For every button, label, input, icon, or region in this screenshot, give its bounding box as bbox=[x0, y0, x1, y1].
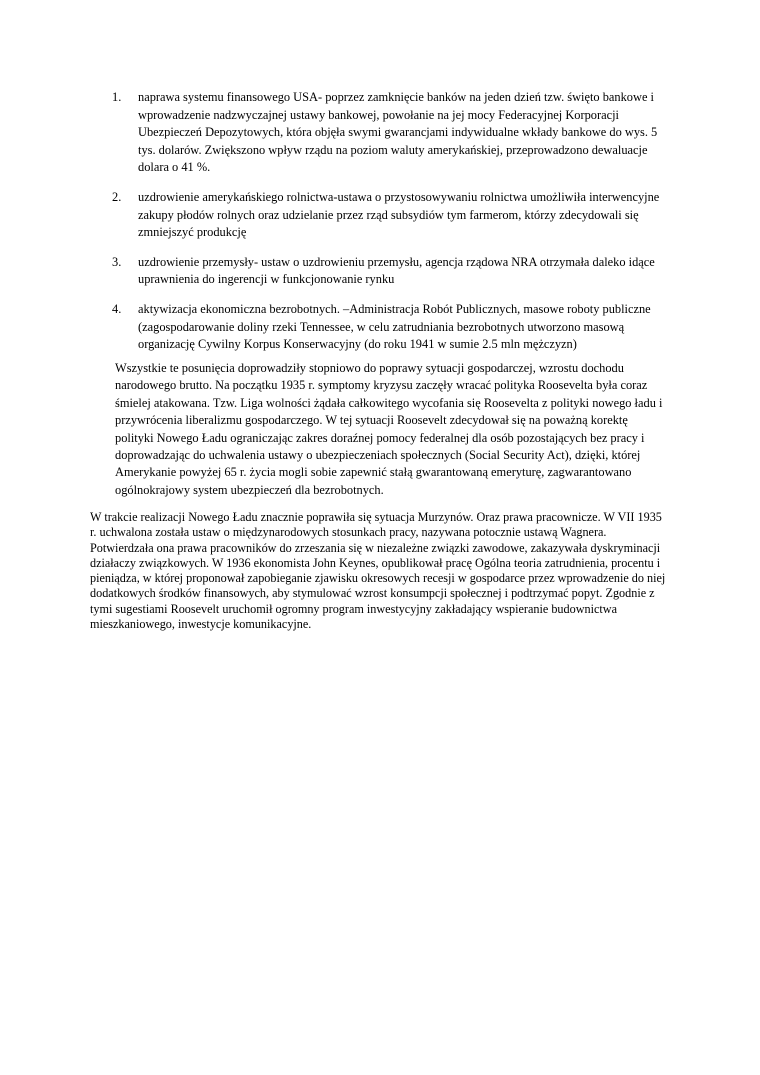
list-item bbox=[112, 89, 672, 177]
list-item bbox=[112, 301, 672, 354]
list-item-text: naprawa systemu finansowego USA- poprzez zamknięcie banków na jeden dzień tzw. święto bankowe i wprowadzenie nadzwyczajnej ustawy bankowej, powołanie na jej mocy Federacyjnej Korporacji Ubezpieczeń Depozytowych, która objęła swymi gwarancjami indywidualne wkłady bankowe do wys. 5 tys. dolarów. Zwiększono wpływ rządu na poziom waluty amerykańskiej, przeprowadzono dewaluacje dolara o 41 %. bbox=[138, 90, 658, 175]
summary-paragraph: Wszystkie te posunięcia doprowadziły stopniowo do poprawy sytuacji gospodarczej, wzrostu dochodu narodowego brutto. Na początku 1935 r. symptomy kryzysu zaczęły wracać polityka Roosevelta była coraz śmielej atakowana. Tzw. Liga wolności żądała całkowitego wycofania się Roosevelta z polityki nowego ładu i przywrócenia liberalizmu gospodarczego. W tej sytuacji Roosevelt zdecydował się na poważną korektę polityki Nowego Ładu ograniczając zakres doraźnej pomocy federalnej dla osób pozostających bez pracy i doprowadzając do uchwalenia ustawy o ubezpieczeniach społecznych (Social Security Act), dzięki, której Amerykanie powyżej 65 r. życia mogli sobie zapewnić stałą gwarantowaną emeryturę, zagwarantowano ogólnokrajowy system ubezpieczeń dla bezrobotnych. bbox=[115, 361, 663, 497]
list-item-text: uzdrowienie amerykańskiego rolnictwa-ustawa o przystosowywaniu rolnictwa umożliwiła interwencyjne zakupy płodów rolnych oraz udzielanie przez rząd subsydiów tym farmerom, którzy zdecydowali się zmniejszyć produkcję bbox=[138, 189, 660, 240]
list-item bbox=[112, 189, 672, 242]
list-item-number: 4. bbox=[112, 301, 122, 316]
closing-paragraph: W trakcie realizacji Nowego Ładu znacznie poprawiła się sytuacja Murzynów. Oraz prawa pracownicze. W VII 1935 r. uchwalona została ustaw o międzynarodowych stosunkach pracy, nazywana potocznie ustawą Wagnera. Potwierdzała ona prawa pracowników do zrzeszania się w niezależne związki zawodowe, zakazywała dyskryminacji działaczy związkowych. W 1936 ekonomista John Keynes, opublikował pracę Ogólna teoria zatrudnienia, procentu i pieniądza, w której proponował zapobieganie zjawisku okresowych recesji w gospodarce przez wprowadzenie do niej dodatkowych środków finansowych, aby stymulować wzrost konsumpcji społecznej i podtrzymać popyt. Zgodnie z tymi sugestiami Roosevelt uruchomił ogromny program inwestycyjny zakładający wspieranie budownictwa mieszkaniowego, inwestycje komunikacyjne. bbox=[90, 510, 666, 632]
list-item-text: uzdrowienie przemysły- ustaw o uzdrowieniu przemysłu, agencja rządowa NRA otrzymała daleko idące uprawnienia do ingerencji w funkcjonowanie rynku bbox=[138, 254, 655, 287]
list-item-number: 1. bbox=[112, 90, 122, 104]
numbered-list bbox=[112, 89, 672, 366]
list-item-number: 3. bbox=[112, 254, 122, 269]
list-item-text: aktywizacja ekonomiczna bezrobotnych. –Administracja Robót Publicznych, masowe roboty publiczne (zagospodarowanie doliny rzeki Tennessee, w celu zatrudniania bezrobotnych utworzono masową organizację Cywilny Korpus Konserwacyjny (do roku 1941 w sumie 2.5 mln mężczyzn) bbox=[138, 301, 651, 352]
list-item-number: 2. bbox=[112, 189, 122, 204]
list-item bbox=[112, 254, 672, 289]
